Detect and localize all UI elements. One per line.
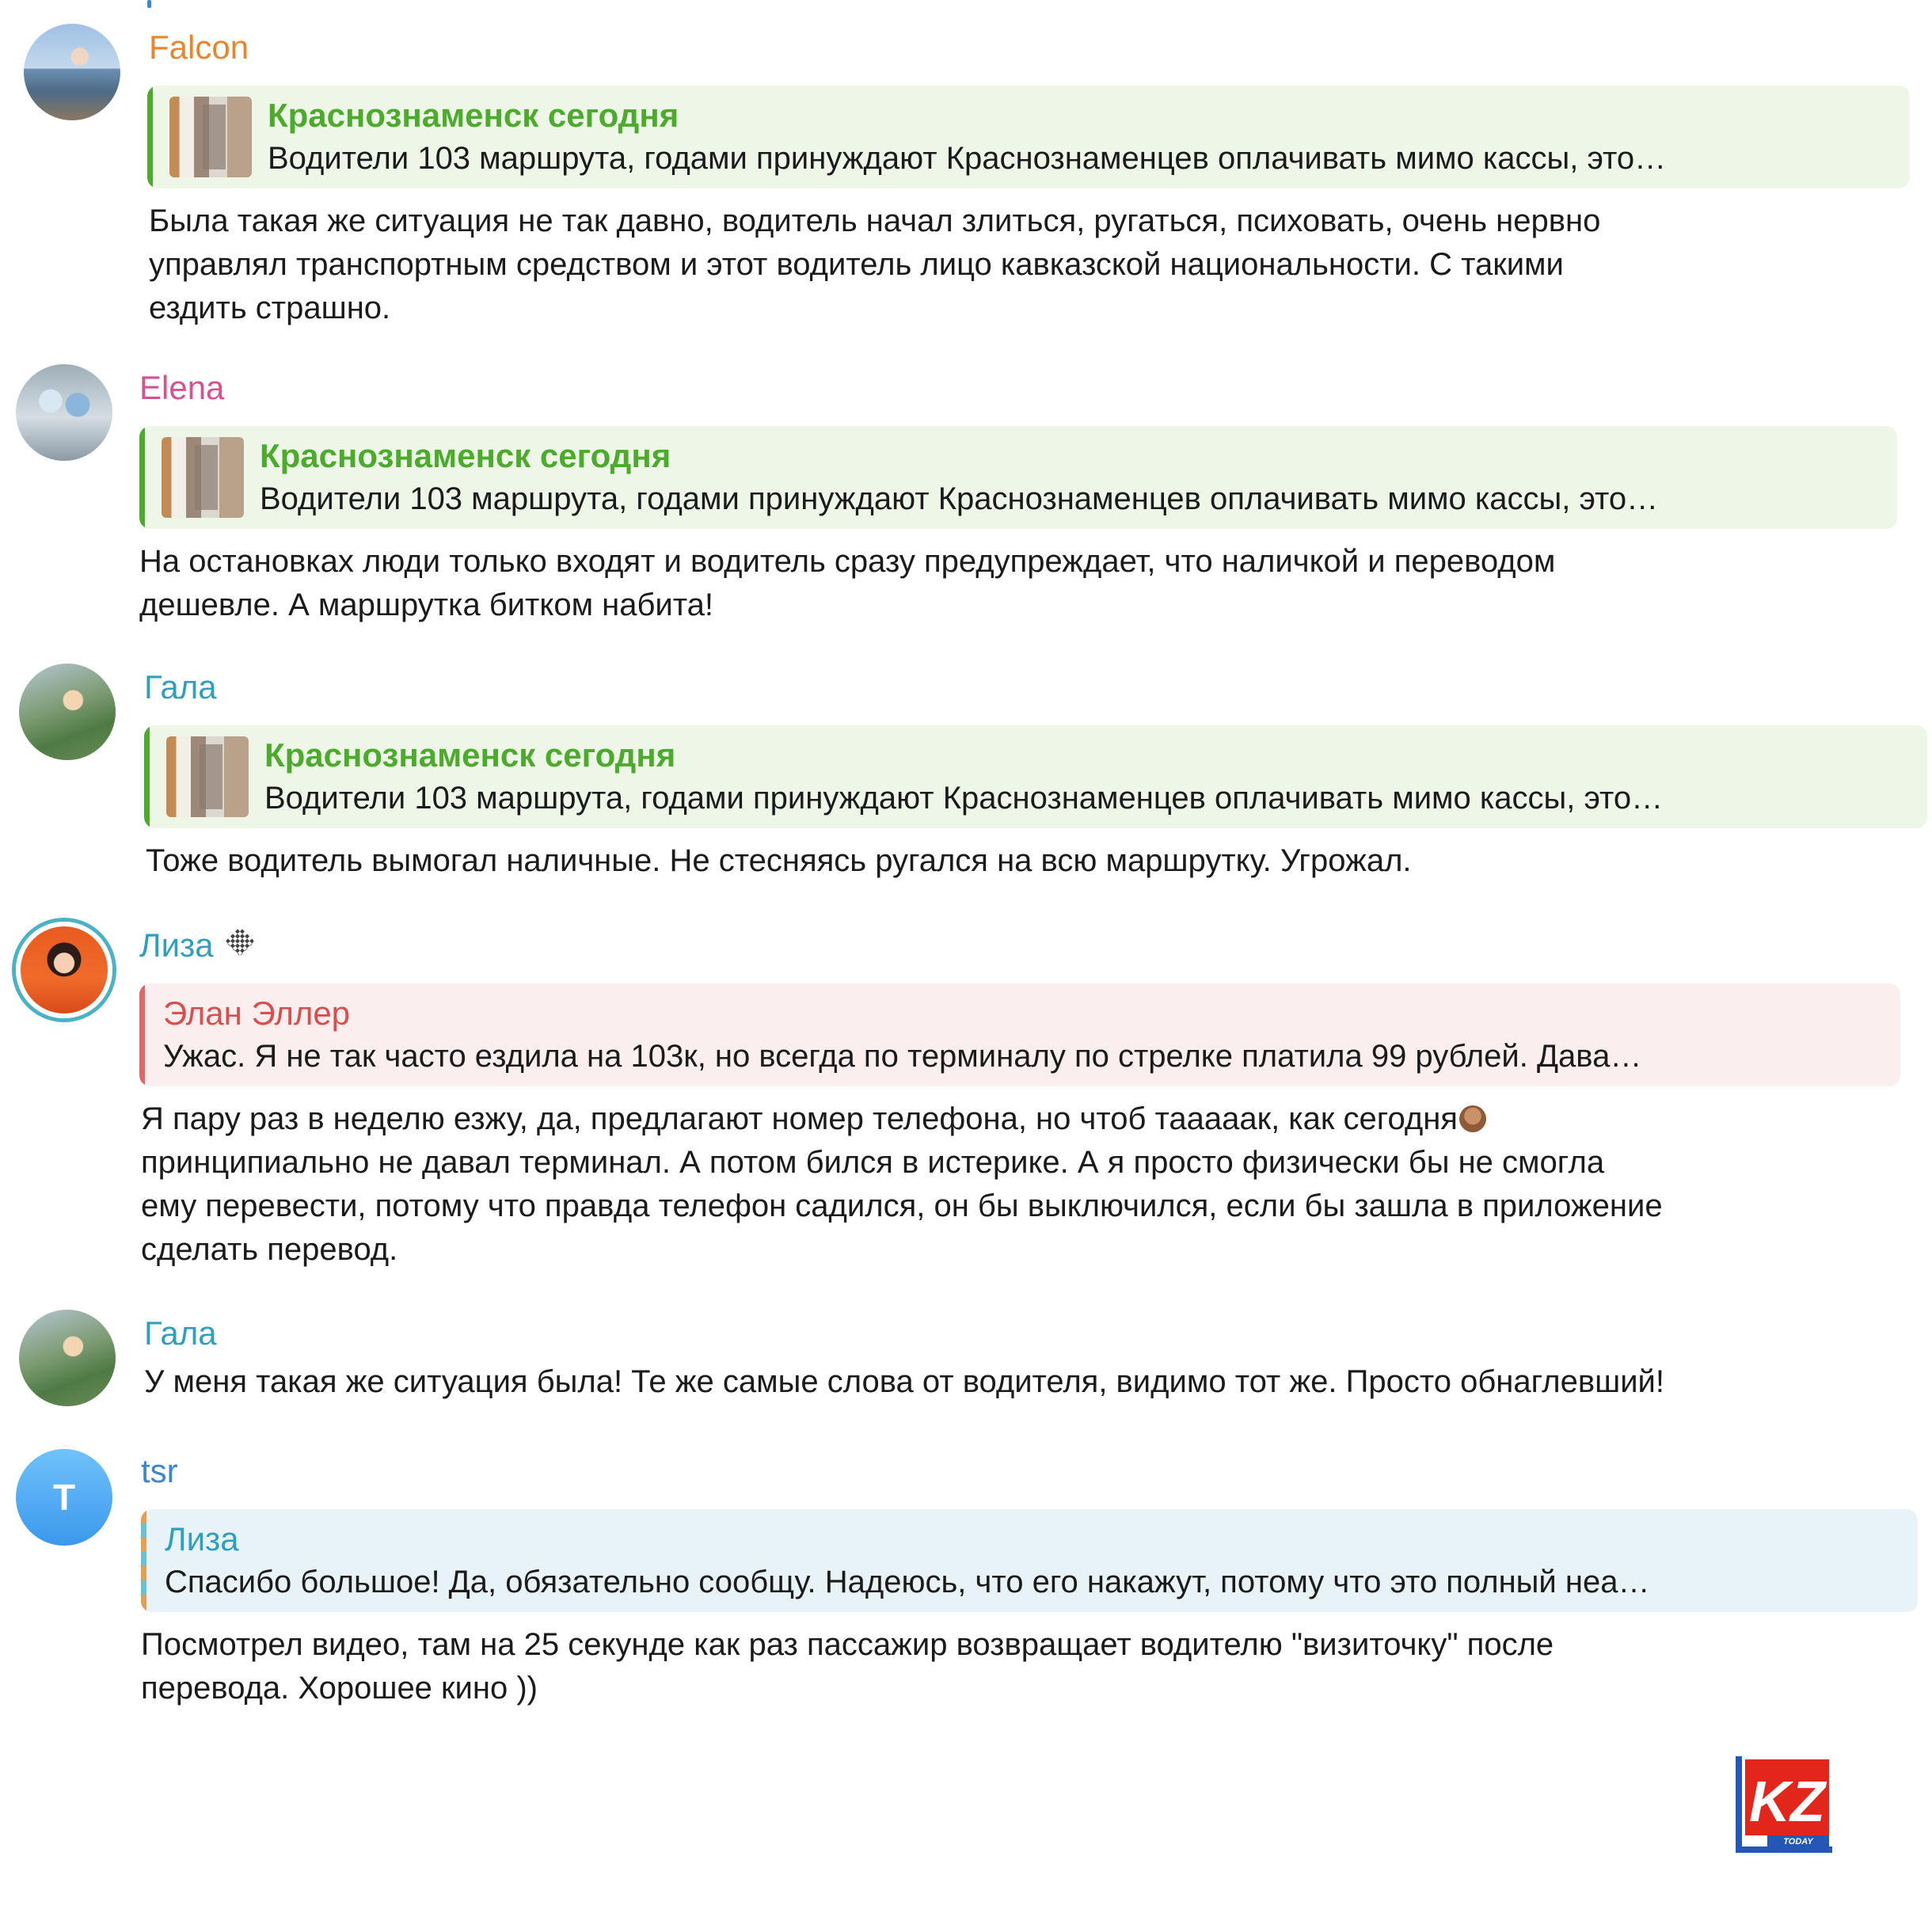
quote-thumbnail xyxy=(166,736,249,817)
message-text: Тоже водитель вымогал наличные. Не стесняясь ругался на всю маршрутку. Угрожал. xyxy=(146,843,1412,878)
quote-bar xyxy=(144,725,150,828)
quote-title: Краснознаменск сегодня xyxy=(264,736,676,774)
logo-text: KZ xyxy=(1749,1770,1825,1834)
quote-title: Элан Эллер xyxy=(163,995,351,1032)
avatar[interactable]: T xyxy=(16,1449,112,1546)
quote-bar xyxy=(139,426,145,529)
reply-quote[interactable] xyxy=(144,725,1927,828)
quote-text: Водители 103 маршрута, годами принуждают Краснознаменцев оплачивать мимо кассы, это… xyxy=(268,141,1667,176)
quote-bar xyxy=(141,1509,146,1612)
author-name[interactable]: Falcon xyxy=(149,29,249,66)
see-no-evil-monkey-emoji-icon xyxy=(1459,1105,1486,1132)
quote-title: Лиза xyxy=(165,1520,239,1557)
quote-text: Водители 103 маршрута, годами принуждают Краснознаменцев оплачивать мимо кассы, это… xyxy=(260,481,1659,516)
message-text-rest: принципиально не давал терминал. А потом бился в истерике. А я просто физически бы не смогла ему перевести, потому что правда телефон садился, он бы выключился, если бы зашла в приложение сделать перевод. xyxy=(141,1145,1663,1267)
message-text: У меня такая же ситуация была! Те же самые слова от водителя, видимо тот же. Просто обнаглевший! xyxy=(144,1364,1664,1399)
quote-text: Водители 103 маршрута, годами принуждают Краснознаменцев оплачивать мимо кассы, это… xyxy=(264,781,1664,816)
author-name[interactable] xyxy=(139,925,253,966)
reply-quote[interactable] xyxy=(141,1509,1918,1612)
status-badge-icon xyxy=(225,926,255,956)
quote-text: Спасибо большое! Да, обязательно сообщу. Надеюсь, что его накажут, потому что это полный неа… xyxy=(165,1565,1650,1599)
quote-thumbnail xyxy=(162,437,244,518)
reply-quote[interactable] xyxy=(139,983,1900,1086)
reply-quote[interactable] xyxy=(147,86,1910,188)
kz-today-logo xyxy=(1736,1756,1832,1853)
message-text-line: Я пару раз в неделю езжу, да, предлагают номер телефона, но чтоб тааааак, как сегодня xyxy=(141,1101,1458,1136)
quote-bar xyxy=(147,86,153,188)
quote-thumbnail xyxy=(169,97,252,177)
top-scroll-indicator xyxy=(147,0,151,8)
message-text: Посмотрел видео, там на 25 секунде как раз пассажир возвращает водителю "визиточку" после перевода. Хорошее кино )) xyxy=(141,1627,1554,1706)
author-name[interactable]: Гала xyxy=(144,668,217,705)
message-text xyxy=(141,1097,1915,1272)
avatar[interactable] xyxy=(16,364,112,461)
logo-subtext: TODAY xyxy=(1783,1837,1813,1846)
avatar[interactable] xyxy=(19,1310,116,1406)
quote-text: Ужас. Я не так часто ездила на 103к, но всегда по терминалу по стрелке платила 99 рублей. Дава… xyxy=(163,1039,1642,1074)
avatar[interactable] xyxy=(24,24,120,120)
author-name[interactable]: Гала xyxy=(144,1314,217,1352)
avatar[interactable] xyxy=(19,664,116,760)
author-name-text: Лиза xyxy=(139,926,214,964)
author-name[interactable]: tsr xyxy=(141,1452,178,1489)
quote-title: Краснознаменск сегодня xyxy=(268,97,679,134)
message-text: На остановках люди только входят и водитель сразу предупреждает, что наличкой и переводом дешевле. А маршрутка битком набита! xyxy=(139,544,1556,622)
reply-quote[interactable] xyxy=(139,426,1897,529)
quote-title: Краснознаменск сегодня xyxy=(260,437,671,474)
quote-bar xyxy=(139,983,145,1086)
author-name[interactable]: Elena xyxy=(139,369,225,406)
avatar[interactable] xyxy=(16,922,112,1018)
message-text: Была такая же ситуация не так давно, водитель начал злиться, ругаться, психовать, очень нервно управлял транспортным средством и этот водитель лицо кавказской национальности. С такими ездить страшно. xyxy=(149,203,1601,325)
